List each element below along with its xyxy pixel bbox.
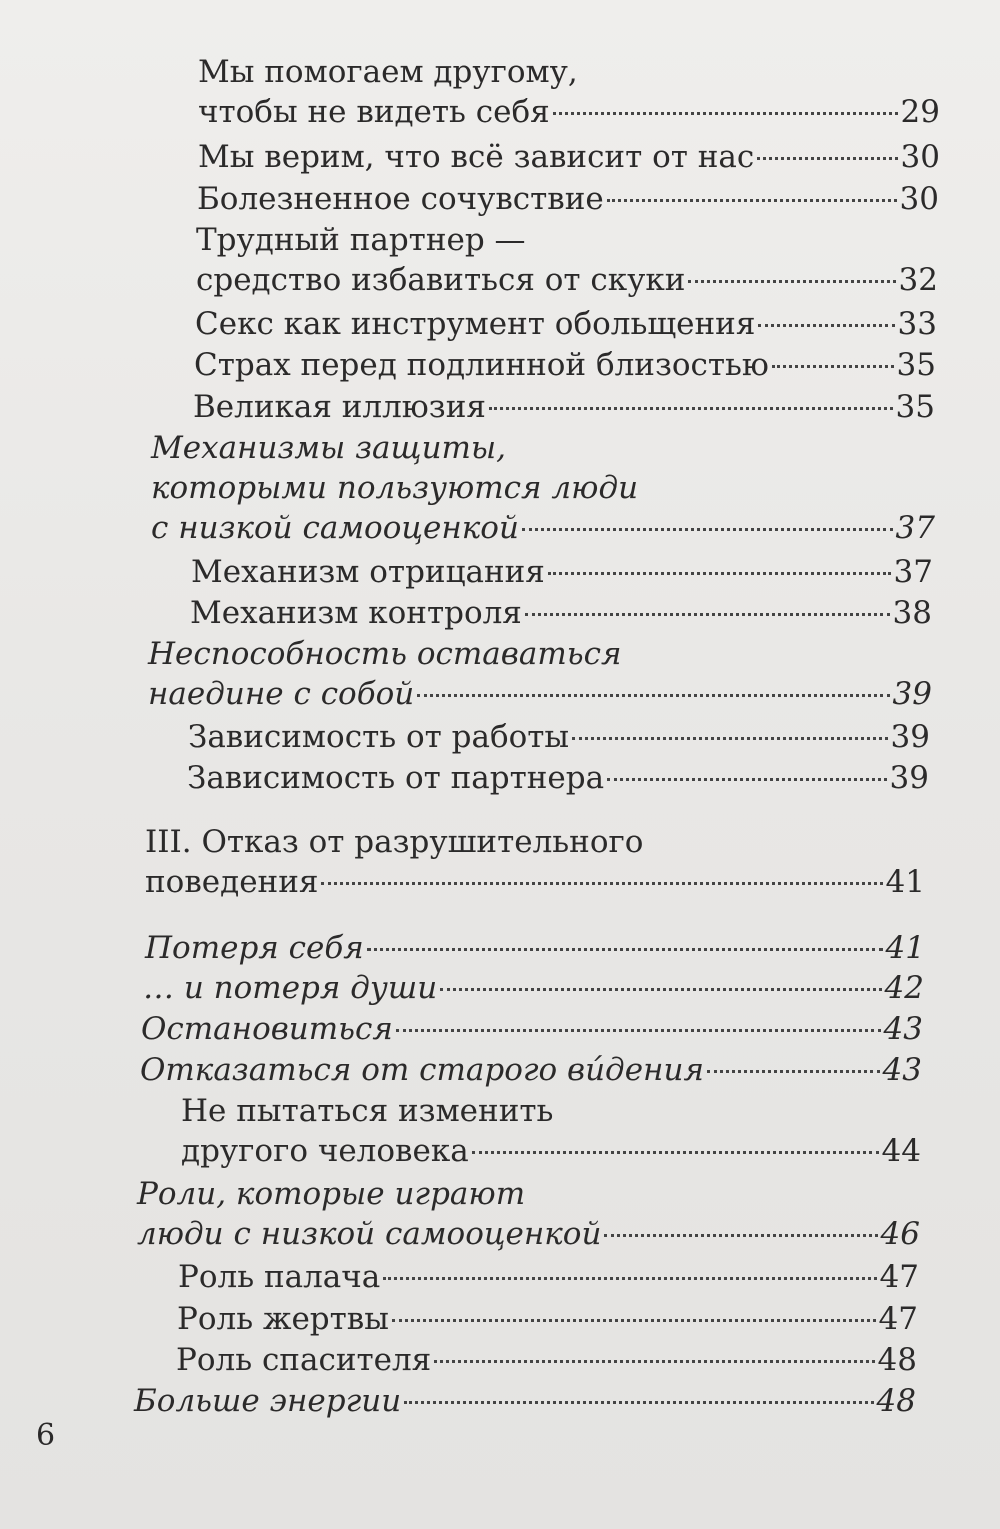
dot-leader <box>607 199 897 202</box>
toc-entry-page: 30 <box>900 139 940 175</box>
toc-entry <box>198 137 940 177</box>
toc-entry-title-line: Трудный партнер — <box>196 222 526 258</box>
toc-section <box>148 634 932 712</box>
toc-entry-title-line: другого человека <box>181 1133 469 1169</box>
toc-entry-title-line: Потеря себя <box>145 930 364 966</box>
toc-section <box>151 428 935 546</box>
dot-leader <box>553 112 898 115</box>
toc-entry <box>190 593 932 633</box>
toc-entry-page: 38 <box>892 595 932 631</box>
toc-entry-page: 48 <box>877 1342 917 1378</box>
dot-leader <box>604 1234 877 1237</box>
toc-entry-title-line: поведения <box>145 864 319 900</box>
toc-entry <box>198 52 940 130</box>
toc-entry-title-line: с низкой самооценкой <box>151 510 519 546</box>
toc-entry-page: 35 <box>895 389 935 425</box>
toc-entry-title-line: Роль жертвы <box>177 1301 389 1337</box>
toc-entry-title-line: Болезненное сочувствие <box>197 181 604 217</box>
toc-entry-page: 39 <box>889 760 929 796</box>
toc-entry-title-line: Механизм контроля <box>190 595 522 631</box>
toc-entry-title-line: Мы верим, что всё зависит от нас <box>198 139 755 175</box>
dot-leader <box>758 324 894 327</box>
dot-leader <box>772 365 894 368</box>
toc-entry-title-line: Роль палача <box>178 1259 381 1295</box>
toc-chapter <box>145 822 925 900</box>
toc-entry-title-line: Отказаться от старого вúдения <box>140 1052 704 1088</box>
toc-entry <box>191 552 933 592</box>
toc-entry-title-line: Не пытаться изменить <box>181 1093 554 1129</box>
toc-entry-page: 41 <box>885 864 925 900</box>
toc-entry <box>193 387 935 427</box>
dot-leader <box>321 882 882 885</box>
dot-leader <box>525 613 890 616</box>
toc-entry <box>181 1091 921 1169</box>
toc-entry <box>176 1340 917 1380</box>
dot-leader <box>572 737 887 740</box>
toc-entry-title-line: Роль спасителя <box>176 1342 432 1378</box>
toc-entry-page: 46 <box>880 1216 920 1252</box>
toc-entry-page: 43 <box>883 1011 923 1047</box>
toc-entry-page: 29 <box>900 94 940 130</box>
toc-entry-title-line: Мы помогаем другому, <box>198 54 578 90</box>
toc-entry-title-line: Неспособность оставаться <box>148 636 622 672</box>
toc-entry-page: 41 <box>885 930 925 966</box>
toc-entry-title-line: III. Отказ от разрушительного <box>145 824 644 860</box>
toc-entry <box>177 1299 918 1339</box>
toc-entry-title-line: Механизмы защиты, <box>151 430 507 466</box>
toc-entry-page: 43 <box>882 1052 922 1088</box>
dot-leader <box>404 1401 873 1404</box>
toc-entry-page: 32 <box>898 262 938 298</box>
dot-leader <box>434 1360 874 1363</box>
toc-entry-title-line: Страх перед подлинной близостью <box>194 347 769 383</box>
toc-entry-page: 37 <box>893 554 933 590</box>
toc-entry-title-line: Больше энергии <box>134 1383 402 1419</box>
toc-section <box>134 1381 916 1421</box>
toc-entry-title-line: Зависимость от работы <box>188 719 570 755</box>
toc-entry-title-line: чтобы не видеть себя <box>198 94 550 130</box>
toc-entry-page: 30 <box>899 181 939 217</box>
toc-entry-page: 33 <box>897 306 937 342</box>
toc-section <box>145 928 925 968</box>
toc-section <box>140 1050 922 1090</box>
dot-leader <box>522 528 893 531</box>
toc-section <box>137 1174 920 1252</box>
toc-entry-page: 48 <box>876 1383 916 1419</box>
toc-entry <box>197 179 939 219</box>
toc-entry-page: 35 <box>896 347 936 383</box>
toc-entry-title-line: Остановиться <box>141 1011 393 1047</box>
toc-entry <box>195 304 937 344</box>
page-number: 6 <box>36 1418 56 1453</box>
toc-entry-page: 39 <box>892 676 932 712</box>
dot-leader <box>367 948 883 951</box>
dot-leader <box>472 1151 879 1154</box>
dot-leader <box>489 407 893 410</box>
toc-entry-title-line: люди с низкой самооценкой <box>137 1216 602 1252</box>
toc-entry <box>187 758 929 798</box>
dot-leader <box>607 778 886 781</box>
dot-leader <box>440 988 881 991</box>
toc-entry-page: 39 <box>890 719 930 755</box>
dot-leader <box>417 694 889 697</box>
toc-entry-title-line: Роли, которые играют <box>137 1176 526 1212</box>
toc-entry-page: 37 <box>895 510 935 546</box>
toc-entry-title-line: которыми пользуются люди <box>151 470 639 506</box>
toc-entry-page: 44 <box>881 1133 921 1169</box>
dot-leader <box>383 1277 876 1280</box>
toc-entry-title-line: Секс как инструмент обольщения <box>195 306 756 342</box>
dot-leader <box>548 572 891 575</box>
toc-entry <box>188 717 930 757</box>
dot-leader <box>396 1029 881 1032</box>
toc-entry <box>196 220 938 298</box>
toc-entry <box>194 345 936 385</box>
dot-leader <box>688 280 895 283</box>
toc-entry-title-line: Зависимость от партнера <box>187 760 605 796</box>
dot-leader <box>757 157 897 160</box>
toc-entry-title-line: Великая иллюзия <box>193 389 486 425</box>
toc-section <box>143 968 924 1008</box>
toc-entry-title-line: средство избавиться от скуки <box>196 262 686 298</box>
toc-entry-page: 47 <box>879 1259 919 1295</box>
toc-entry <box>178 1257 919 1297</box>
dot-leader <box>392 1319 876 1322</box>
toc-entry-title-line: Механизм отрицания <box>191 554 545 590</box>
toc-section <box>141 1009 923 1049</box>
toc-entry-page: 42 <box>884 970 924 1006</box>
toc-entry-title-line: … и потеря души <box>143 970 438 1006</box>
toc-entry-page: 47 <box>878 1301 918 1337</box>
toc-entry-title-line: наедине с собой <box>148 676 415 712</box>
dot-leader <box>707 1070 880 1073</box>
